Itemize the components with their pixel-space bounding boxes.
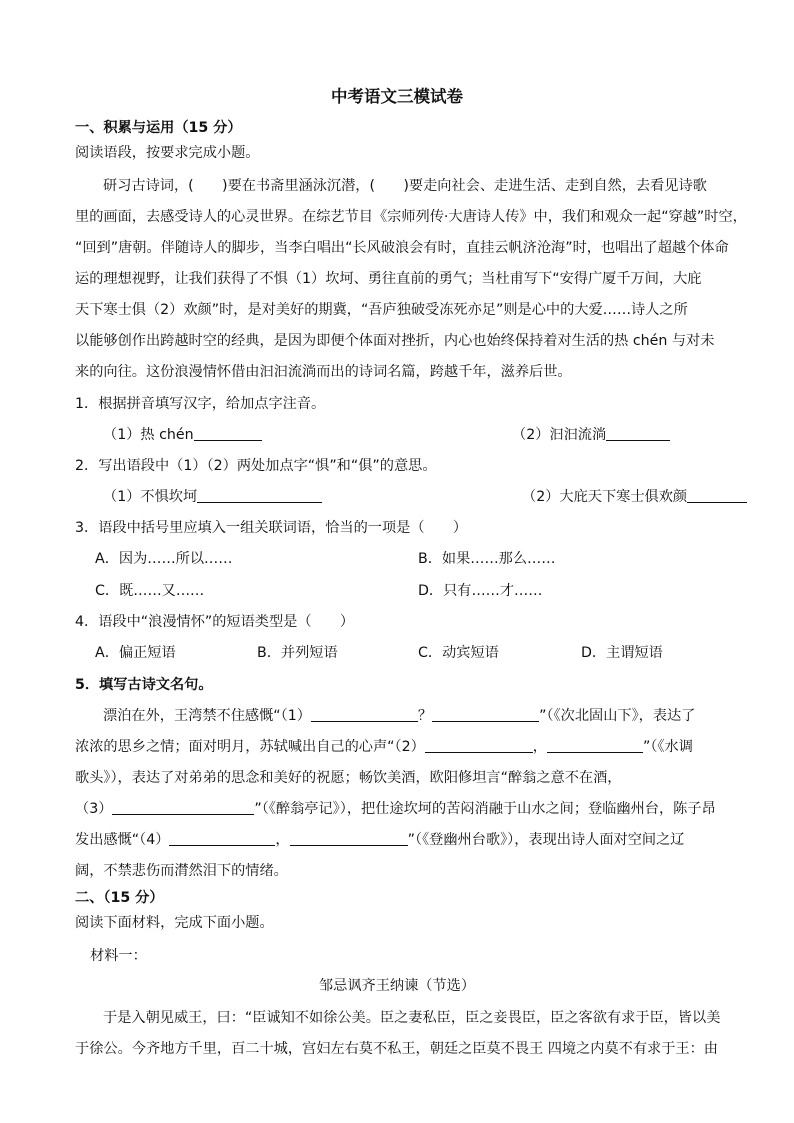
- answer-blank[interactable]: [112, 799, 254, 815]
- section1-instruction: 阅读语段，按要求完成小题。: [75, 145, 260, 161]
- classical-text-line: 于是入朝见威王，曰：“臣诚知不如徐公美。臣之妻私臣，臣之妾畏臣，臣之客欲有求于臣，皆以美: [103, 1010, 721, 1026]
- fill-line-2: [75, 737, 693, 757]
- question-3-option-b[interactable]: B．如果……那么……: [418, 551, 556, 567]
- answer-blank[interactable]: [547, 737, 643, 753]
- fill-line-5: [75, 830, 685, 850]
- question-1-stem: 1．根据拼音填写汉字，给加点字注音。: [75, 396, 326, 412]
- classical-text-line: 于徐公。今齐地方千里，百二十城，宫妇左右莫不私王，朝廷之臣莫不畏王 四境之内莫不有求于王：由: [75, 1041, 718, 1057]
- fill-text: ，: [532, 739, 547, 755]
- fill-text: 发出感慨“（4）: [75, 832, 170, 848]
- text-title: 邹忌讽齐王纳谏（节选）: [318, 978, 476, 994]
- fill-line-3: 歌头》），表达了对弟弟的思念和美好的祝愿；畅饮美酒，欧阳修坦言“醉翁之意不在酒，: [75, 770, 622, 786]
- passage-line: 运的理想视野，让我们获得了不惧（1）坎坷、勇往直前的勇气；当杜甫写下“安得广厦千万间，大庇: [75, 271, 702, 287]
- answer-blank[interactable]: [606, 425, 670, 441]
- answer-blank[interactable]: [194, 425, 262, 441]
- fill-line-4: [75, 799, 716, 819]
- question-2-part-b-label: （2）大庇天下寒士俱欢颜: [522, 489, 688, 505]
- answer-blank[interactable]: [432, 706, 539, 722]
- fill-text: ？: [417, 708, 433, 724]
- passage-line: 来的向往。这份浪漫情怀借由汩汩流淌而出的诗词名篇，跨越千年，滋养后世。: [75, 364, 572, 380]
- question-1-part-b-label: （2）汩汩流淌: [512, 427, 607, 443]
- question-1-part-a: [103, 425, 262, 445]
- fill-text: 漂泊在外，王湾禁不住感慨“（1）: [103, 708, 311, 724]
- question-3-stem: 3．语段中括号里应填入一组关联词语，恰当的一项是（ ）: [75, 520, 468, 536]
- question-4-option-a[interactable]: A．偏正短语: [95, 645, 176, 661]
- section1-heading: 一、积累与运用（15 分）: [75, 120, 242, 136]
- question-2-stem: 2．写出语段中（1）（2）两处加点字“惧”和“俱”的意思。: [75, 458, 437, 474]
- fill-text: ”（《水调: [642, 739, 693, 755]
- section2-heading: 二、（15 分）: [75, 890, 164, 906]
- fill-line-6: 阔，不禁悲伤而潸然泪下的情绪。: [75, 863, 288, 879]
- question-5-stem: 5．填写古诗文名句。: [75, 677, 213, 693]
- fill-text: ”（《登幽州台歌》），表现出诗人面对空间之辽: [407, 832, 685, 848]
- passage-line: 以能够创作出跨越时空的经典，是因为即便个体面对挫折，内心也始终保持着对生活的热 chén 与对未: [75, 333, 715, 349]
- question-2-part-a: [103, 487, 322, 507]
- answer-blank[interactable]: [425, 737, 533, 753]
- question-4-option-c[interactable]: C．动宾短语: [418, 645, 499, 661]
- fill-text: ”（《醉翁亭记》），把仕途坎坷的苦闷消融于山水之间；登临幽州台，陈子昂: [254, 801, 716, 817]
- answer-blank[interactable]: [311, 706, 418, 722]
- question-3-option-a[interactable]: A．因为……所以……: [95, 551, 233, 567]
- material-label: 材料一：: [90, 948, 147, 964]
- fill-text: 浓浓的思乡之情；面对明月，苏轼喊出自己的心声“（2）: [75, 739, 425, 755]
- question-2-part-a-label: （1）不惧坎坷: [103, 489, 198, 505]
- fill-text: （3）: [75, 801, 113, 817]
- passage-line: “回到”唐朝。伴随诗人的脚步，当李白唱出“长风破浪会有时，直挂云帆济沧海”时，也唱出了超越个体命: [75, 240, 729, 256]
- fill-text: ”（《次北固山下》，表达了: [539, 708, 696, 724]
- question-4-option-b[interactable]: B．并列短语: [257, 645, 338, 661]
- question-3-option-d[interactable]: D．只有……才……: [418, 583, 543, 599]
- answer-blank[interactable]: [197, 487, 322, 503]
- page-title: 中考语文三模试卷: [331, 87, 463, 106]
- question-2-part-b: [522, 487, 747, 507]
- passage-line: 天下寒士俱（2）欢颜”时，是对美好的期冀，“吾庐独破受冻死亦足”则是心中的大爱……诗人之所: [75, 302, 688, 318]
- fill-text: ，: [275, 832, 290, 848]
- question-1-part-a-label: （1）热 chén: [103, 427, 194, 443]
- question-3-option-c[interactable]: C．既……又……: [95, 583, 205, 599]
- section2-instruction: 阅读下面材料，完成下面小题。: [75, 915, 274, 931]
- answer-blank[interactable]: [169, 830, 275, 846]
- passage-line: 研习古诗词，( )要在书斋里涵泳沉潜，( )要走向社会、走进生活、走到自然，去看见诗歌: [103, 178, 707, 194]
- answer-blank[interactable]: [290, 830, 408, 846]
- answer-blank[interactable]: [687, 487, 747, 503]
- passage-line: 里的画面，去感受诗人的心灵世界。在综艺节目《宗师列传·大唐诗人传》中，我们和观众一起“穿越”时空，: [75, 209, 747, 225]
- fill-line-1: [103, 706, 695, 726]
- question-4-option-d[interactable]: D．主谓短语: [581, 645, 663, 661]
- question-1-part-b: [512, 425, 670, 445]
- question-4-stem: 4．语段中“浪漫情怀”的短语类型是（ ）: [75, 614, 355, 630]
